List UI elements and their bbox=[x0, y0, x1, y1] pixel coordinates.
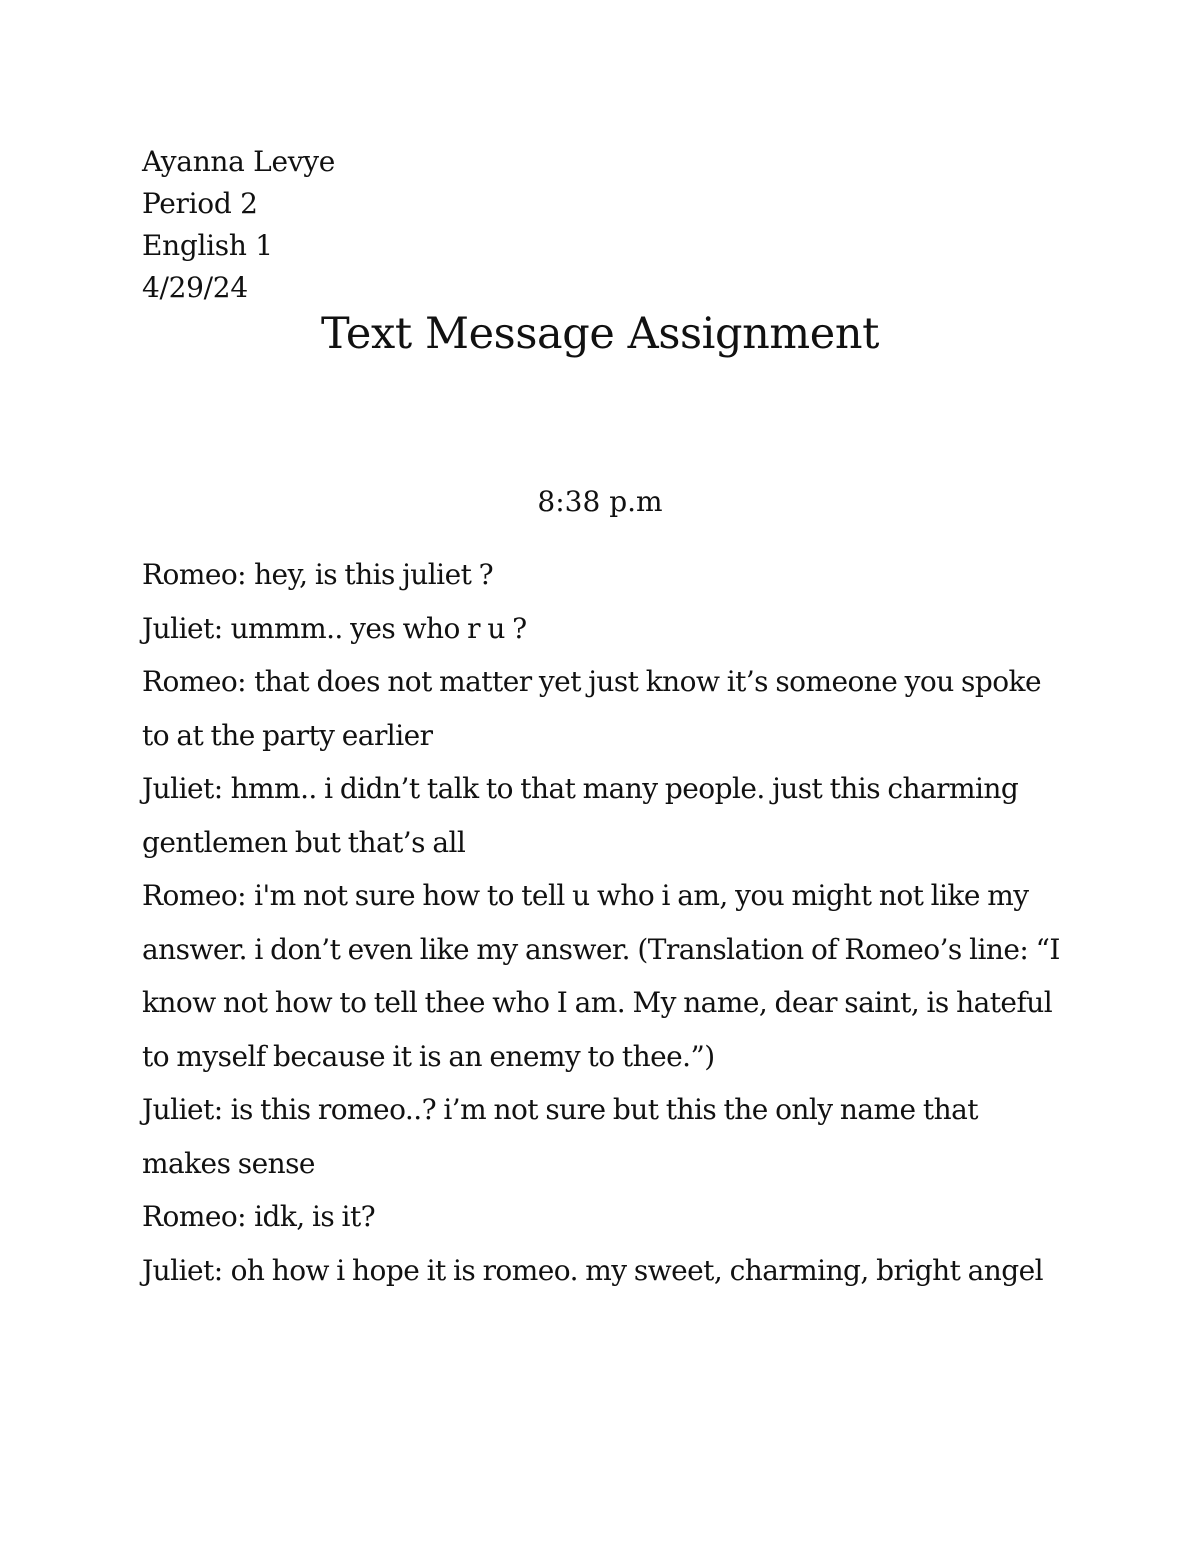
message-line bbox=[142, 1190, 1067, 1244]
message-line bbox=[142, 1244, 1067, 1298]
message-speaker: Juliet: bbox=[142, 1093, 223, 1126]
message-line bbox=[142, 548, 1067, 602]
message-line bbox=[142, 655, 1067, 762]
class-period: Period 2 bbox=[142, 187, 258, 220]
message-text: hey, is this juliet ? bbox=[254, 558, 494, 591]
message-text: that does not matter yet just know it’s someone you spoke to at the party earlier bbox=[142, 665, 1041, 752]
course-name: English 1 bbox=[142, 229, 273, 262]
assignment-date: 4/29/24 bbox=[142, 271, 248, 304]
message-speaker: Romeo: bbox=[142, 879, 247, 912]
message-text: is this romeo..? i’m not sure but this the only name that makes sense bbox=[142, 1093, 978, 1180]
message-speaker: Juliet: bbox=[142, 772, 223, 805]
message-text: idk, is it? bbox=[254, 1200, 376, 1233]
message-speaker: Romeo: bbox=[142, 1200, 247, 1233]
message-line bbox=[142, 869, 1067, 1083]
message-text: ummm.. yes who r u ? bbox=[230, 611, 527, 645]
message-text: hmm.. i didn’t talk to that many people. just this charming gentlemen but that’s all bbox=[142, 772, 1019, 859]
message-speaker: Juliet: bbox=[142, 611, 223, 645]
message-list bbox=[142, 548, 1067, 1297]
message-speaker: Romeo: bbox=[142, 665, 247, 698]
document-header bbox=[142, 141, 335, 309]
message-text: i'm not sure how to tell u who i am, you might not like my answer. i don’t even like my answer. (Translation of Romeo’s line: “I know not how to tell thee who I am. My name, dear saint, is hateful to myself because it is an enemy to thee.”) bbox=[142, 879, 1060, 1073]
message-line bbox=[142, 1083, 1067, 1190]
message-speaker: Juliet: bbox=[142, 1253, 223, 1287]
message-line bbox=[142, 762, 1067, 869]
message-speaker: Romeo: bbox=[142, 558, 247, 591]
student-name: Ayanna Levye bbox=[142, 145, 336, 178]
message-timestamp: 8:38 p.m bbox=[537, 485, 663, 518]
message-line bbox=[142, 602, 1067, 656]
document-title: Text Message Assignment bbox=[320, 309, 880, 359]
message-text: oh how i hope it is romeo. my sweet, charming, bright angel bbox=[230, 1253, 1044, 1287]
